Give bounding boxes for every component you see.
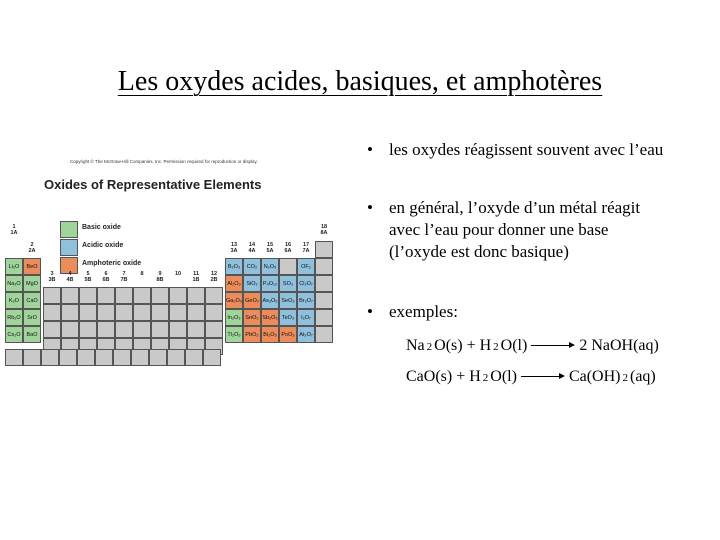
empty-cell <box>203 349 221 366</box>
oxide-cell: PoO₃ <box>279 326 297 343</box>
oxide-cell: P₄O₁₀ <box>261 275 279 292</box>
group-label: 11 1B <box>192 271 200 283</box>
oxide-cell: TeO₃ <box>279 309 297 326</box>
oxide-cell: Na₂O <box>5 275 23 292</box>
empty-cell <box>23 349 41 366</box>
noble-gas-cell <box>315 275 333 292</box>
noble-gas-cell <box>315 241 333 258</box>
noble-gas-cell <box>315 258 333 275</box>
group-label: 10 <box>174 271 182 277</box>
legend-swatch-basic <box>60 221 78 238</box>
group-label: 3 3B <box>48 271 56 283</box>
transition-metal-cell <box>43 287 61 304</box>
transition-metal-cell <box>43 321 61 338</box>
oxide-cell: SO₃ <box>279 275 297 292</box>
transition-metal-cell <box>169 304 187 321</box>
transition-metal-cell <box>61 321 79 338</box>
periodic-table-figure <box>0 155 345 370</box>
empty-cell <box>95 349 113 366</box>
oxide-cell: Cl₂O₇ <box>297 275 315 292</box>
figure-copyright: Copyright © The McGraw-Hill Companies, Inc. Permission required for reproduction or display. <box>70 159 258 164</box>
group-label: 7 7B <box>120 271 128 283</box>
transition-metal-cell <box>133 321 151 338</box>
oxide-cell: MgO <box>23 275 41 292</box>
bullet-3-text: exemples: <box>389 302 458 321</box>
bullet-1-text: les oxydes réagissent souvent avec l’eau <box>389 140 664 159</box>
legend-label-acidic: Acidic oxide <box>82 242 124 249</box>
figure-title: Oxides of Representative Elements <box>44 177 262 192</box>
oxide-cell: As₂O₅ <box>261 292 279 309</box>
group-label: 17 7A <box>302 242 310 254</box>
group-label: 15 5A <box>266 242 274 254</box>
transition-metal-cell <box>205 287 223 304</box>
transition-metal-cell <box>43 304 61 321</box>
oxide-cell: SrO <box>23 309 41 326</box>
transition-metal-cell <box>187 321 205 338</box>
oxide-cell: GeO₂ <box>243 292 261 309</box>
transition-metal-cell <box>97 304 115 321</box>
group-label: 4 4B <box>66 271 74 283</box>
oxide-cell: SnO₂ <box>243 309 261 326</box>
transition-metal-cell <box>79 287 97 304</box>
oxide-cell: Li₂O <box>5 258 23 275</box>
transition-metal-cell <box>169 321 187 338</box>
noble-gas-cell <box>315 292 333 309</box>
equation-2: CaO(s) + H 2 O(l) Ca(OH) 2 (aq) <box>406 368 656 385</box>
oxide-cell: B₂O₃ <box>225 258 243 275</box>
empty-cell <box>149 349 167 366</box>
transition-metal-cell <box>79 321 97 338</box>
oxide-cell: Tl₂O₃ <box>225 326 243 343</box>
oxide-cell: Rb₂O <box>5 309 23 326</box>
oxide-cell <box>279 258 297 275</box>
oxide-cell: Bi₂O₅ <box>261 326 279 343</box>
oxide-cell: In₂O₃ <box>225 309 243 326</box>
legend-label-amphoteric: Amphoteric oxide <box>82 260 142 267</box>
reaction-arrow <box>531 340 575 350</box>
oxide-cell: Ga₂O₃ <box>225 292 243 309</box>
transition-metal-cell <box>151 287 169 304</box>
transition-metal-cell <box>133 287 151 304</box>
group-label: 16 6A <box>284 242 292 254</box>
oxide-cell: K₂O <box>5 292 23 309</box>
oxide-cell: SeO₃ <box>279 292 297 309</box>
legend-label-basic: Basic oxide <box>82 224 121 231</box>
oxide-cell: Br₂O₇ <box>297 292 315 309</box>
group-label: 8 <box>140 271 144 277</box>
oxide-cell: N₂O₅ <box>261 258 279 275</box>
oxide-cell: PbO₂ <box>243 326 261 343</box>
group-label: 2 2A <box>28 242 36 254</box>
group-label: 18 8A <box>320 224 328 236</box>
oxide-cell: At₂O₇ <box>297 326 315 343</box>
oxide-cell: Al₂O₃ <box>225 275 243 292</box>
transition-metal-cell <box>97 321 115 338</box>
equation-1: Na 2 O(s) + H 2 O(l) 2 NaOH(aq) <box>406 337 659 354</box>
legend-swatch-acidic <box>60 239 78 256</box>
bullet-symbol: • <box>367 302 373 321</box>
transition-metal-cell <box>151 304 169 321</box>
transition-metal-cell <box>115 304 133 321</box>
oxide-cell: CaO <box>23 292 41 309</box>
bullet-2-text: en général, l’oxyde d’un métal réagit avec l’eau pour donner une base (l’oxyde est donc basique) <box>389 198 641 261</box>
group-label: 8B <box>156 277 164 283</box>
transition-metal-cell <box>187 287 205 304</box>
oxide-cell: OF₂ <box>297 258 315 275</box>
oxide-cell: BeO <box>23 258 41 275</box>
empty-cell <box>5 349 23 366</box>
group-label: 14 4A <box>248 242 256 254</box>
oxide-cell: BaO <box>23 326 41 343</box>
noble-gas-cell <box>315 309 333 326</box>
group-label: 6 6B <box>102 271 110 283</box>
noble-gas-cell <box>315 326 333 343</box>
transition-metal-cell <box>169 287 187 304</box>
oxide-cell: CO₂ <box>243 258 261 275</box>
bullet-symbol: • <box>367 140 373 159</box>
transition-metal-cell <box>205 304 223 321</box>
oxide-cell: Sb₂O₅ <box>261 309 279 326</box>
empty-cell <box>167 349 185 366</box>
transition-metal-cell <box>61 287 79 304</box>
group-label: 12 2B <box>210 271 218 283</box>
transition-metal-cell <box>115 287 133 304</box>
group-label: 9 <box>158 271 162 277</box>
reaction-arrow <box>521 371 565 381</box>
transition-metal-cell <box>187 304 205 321</box>
transition-metal-cell <box>115 321 133 338</box>
bullet-symbol: • <box>367 198 373 217</box>
empty-cell <box>77 349 95 366</box>
transition-metal-cell <box>79 304 97 321</box>
group-label: 13 3A <box>230 242 238 254</box>
group-label: 5 5B <box>84 271 92 283</box>
empty-cell <box>131 349 149 366</box>
transition-metal-cell <box>97 287 115 304</box>
empty-cell <box>113 349 131 366</box>
oxide-cell: SiO₂ <box>243 275 261 292</box>
empty-cell <box>59 349 77 366</box>
transition-metal-cell <box>133 304 151 321</box>
transition-metal-cell <box>61 304 79 321</box>
transition-metal-cell <box>151 321 169 338</box>
oxide-cell: Cs₂O <box>5 326 23 343</box>
empty-cell <box>41 349 59 366</box>
transition-metal-cell <box>205 321 223 338</box>
group-label: 1 1A <box>10 224 18 236</box>
empty-cell <box>185 349 203 366</box>
oxide-cell: I₂O₇ <box>297 309 315 326</box>
slide-title: Les oxydes acides, basiques, et amphotères <box>117 66 603 97</box>
